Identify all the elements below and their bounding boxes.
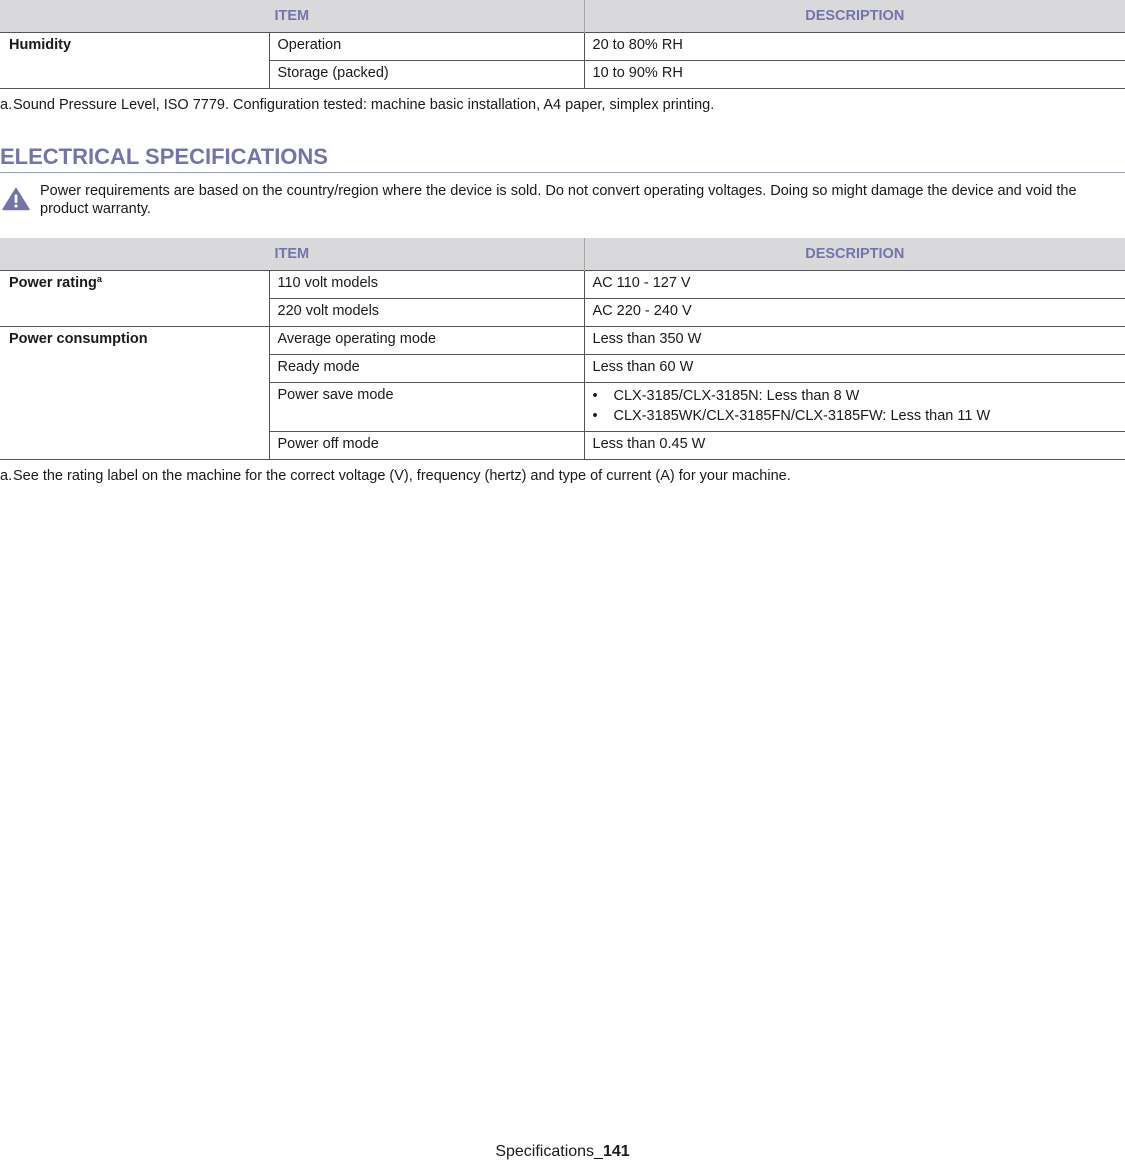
bullet-icon: • <box>592 388 598 404</box>
row-sub-item: Storage (packed) <box>269 61 584 89</box>
row-group-label <box>0 271 269 327</box>
row-description: Less than 350 W <box>584 327 1125 355</box>
column-header-description: DESCRIPTION <box>584 0 1125 33</box>
row-sub-item: Ready mode <box>269 355 584 383</box>
table-row <box>0 33 1125 61</box>
row-description: AC 220 - 240 V <box>584 299 1125 327</box>
caution-note <box>0 173 1125 218</box>
row-sub-item: 110 volt models <box>269 271 584 299</box>
row-description: Less than 60 W <box>584 355 1125 383</box>
row-description <box>584 383 1125 432</box>
footnote-text: See the rating label on the machine for the correct voltage (V), frequency (hertz) and type of current (A) for your machine. <box>13 468 791 484</box>
warning-triangle-icon <box>2 187 30 211</box>
bullet-icon: • <box>592 408 598 424</box>
table-footnote <box>0 96 1125 114</box>
electrical-table <box>0 238 1125 460</box>
row-description: 10 to 90% RH <box>584 61 1125 89</box>
row-sub-item: Power save mode <box>269 383 584 432</box>
row-sub-item: 220 volt models <box>269 299 584 327</box>
column-header-item: ITEM <box>0 0 584 33</box>
list-item <box>593 386 1118 406</box>
row-sub-item: Average operating mode <box>269 327 584 355</box>
page-number: 141 <box>602 1143 630 1160</box>
table-row <box>0 271 1125 299</box>
page-footer <box>0 1143 1125 1161</box>
bullet-text: CLX-3185/CLX-3185N: Less than 8 W <box>613 388 860 404</box>
bullet-text: CLX-3185WK/CLX-3185FN/CLX-3185FW: Less than 11 W <box>613 408 991 424</box>
row-description: Less than 0.45 W <box>584 432 1125 460</box>
power-rating-label: Power rating <box>9 275 97 291</box>
footnote-ref: a <box>96 274 102 284</box>
row-description: 20 to 80% RH <box>584 33 1125 61</box>
column-header-item: ITEM <box>0 238 584 271</box>
row-sub-item: Power off mode <box>269 432 584 460</box>
table-row <box>0 327 1125 355</box>
column-header-description: DESCRIPTION <box>584 238 1125 271</box>
row-group-label: Humidity <box>0 33 269 89</box>
row-description: AC 110 - 127 V <box>584 271 1125 299</box>
row-group-label: Power consumption <box>0 327 269 460</box>
footnote-mark: a. <box>0 97 13 113</box>
section-title: ELECTRICAL SPECIFICATIONS <box>0 144 1125 173</box>
caution-text: Power requirements are based on the country/region where the device is sold. Do not convert operating voltages. Doing so might damage the device and void the product warranty. <box>40 183 1077 217</box>
footnote-mark: a. <box>0 468 13 484</box>
list-item <box>593 406 1118 426</box>
footer-section: Specifications_ <box>495 1143 603 1160</box>
environment-table <box>0 0 1125 89</box>
table-footnote <box>0 467 1125 485</box>
row-sub-item: Operation <box>269 33 584 61</box>
footnote-text: Sound Pressure Level, ISO 7779. Configuration tested: machine basic installation, A4 paper, simplex printing. <box>13 97 715 113</box>
